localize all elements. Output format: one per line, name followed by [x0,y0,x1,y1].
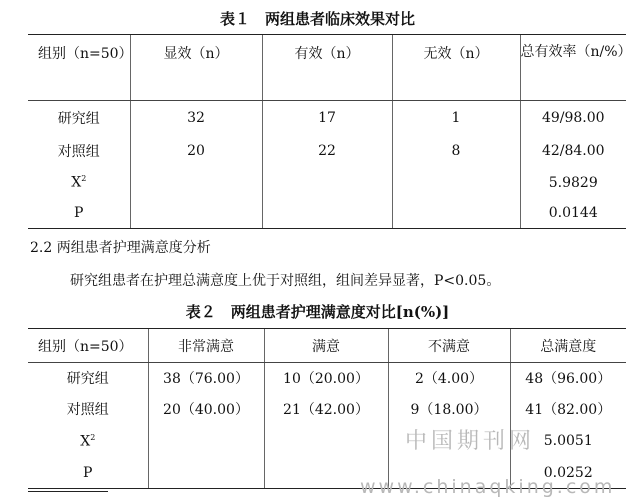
table-row [28,101,626,135]
table1 [28,34,632,229]
table2-header-very-satisfied: 非常满意 [148,329,264,363]
table1-cell: 20 [130,135,262,167]
table2-cell: 2（4.00） [388,363,510,394]
table1-cell: 0.0144 [520,199,626,229]
table2-header-row [28,329,626,363]
table1-cell [130,167,262,199]
section-heading: 2.2 两组患者护理满意度分析 [30,240,211,256]
table-row [28,135,626,167]
table1-cell: P [28,199,130,229]
table1-header-effective: 有效（n） [262,35,392,101]
table1-cell [130,199,262,229]
watermark-url: www.chinaqking.com [360,476,616,498]
table1-header-marked: 显效（n） [130,35,262,101]
table1-cell [392,199,520,229]
table1-cell: 1 [392,101,520,135]
table2-cell: 21（42.00） [264,394,388,425]
table1-chi-square-label: $X^2$ [71,174,87,191]
table1-caption: 表１ 两组患者临床效果对比 [219,10,415,28]
table2-caption: 表２ 两组患者护理满意度对比[n(%)] [185,303,450,321]
footer-rule [28,491,108,494]
table2-cell [148,425,264,458]
table2 [28,328,626,489]
table2-cell: P [28,458,148,489]
table2-header-total-satisfaction: 总满意度 [510,329,626,363]
table1-cell [392,167,520,199]
table2-cell: 38（76.00） [148,363,264,394]
table2-cell: 9（18.00） [388,394,510,425]
table1-cell: 32 [130,101,262,135]
table2-header-group: 组别（n=50） [28,329,148,363]
table1-cell: 5.9829 [520,167,626,199]
table1-cell: 8 [392,135,520,167]
table-row [28,394,626,425]
table1-header-group: 组别（n=50） [28,35,130,101]
table2-header-satisfied: 满意 [264,329,388,363]
table-row [28,363,626,394]
table1-cell [262,167,392,199]
table-row [28,199,626,229]
table2-cell: 5.0051 [510,425,626,458]
table2-cell: 研究组 [66,371,109,388]
table2-cell [264,425,388,458]
table2-cell [148,458,264,489]
table1-header-total-rate: 总有效率（n/%） [520,35,626,101]
table1-cell: 22 [262,135,392,167]
table2-cell: 0.0252 [510,458,626,489]
table1-cell: 对照组 [57,143,100,160]
table1-cell: 17 [262,101,392,135]
table1-header-ineffective: 无效（n） [392,35,520,101]
body-paragraph: 研究组患者在护理总满意度上优于对照组，组间差异显著，P<0.05。 [70,273,501,289]
table2-header-unsatisfied: 不满意 [388,329,510,363]
table1-cell: 49/98.00 [520,101,626,135]
table1-cell [262,199,392,229]
table2-cell: 10（20.00） [264,363,388,394]
table-row [28,425,626,458]
table2-cell: 48（96.00） [510,363,626,394]
table2-cell: 20（40.00） [148,394,264,425]
table1-header-row [28,35,626,101]
table1-cell: 42/84.00 [520,135,626,167]
table2-cell: 对照组 [66,402,109,418]
table2-cell: 41（82.00） [510,394,626,425]
table2-chi-square-label: $X^2$ [80,432,96,450]
table-row [28,167,626,199]
watermark-cn: 中国期刊网 [405,429,536,454]
table1-cell: 研究组 [57,110,100,127]
